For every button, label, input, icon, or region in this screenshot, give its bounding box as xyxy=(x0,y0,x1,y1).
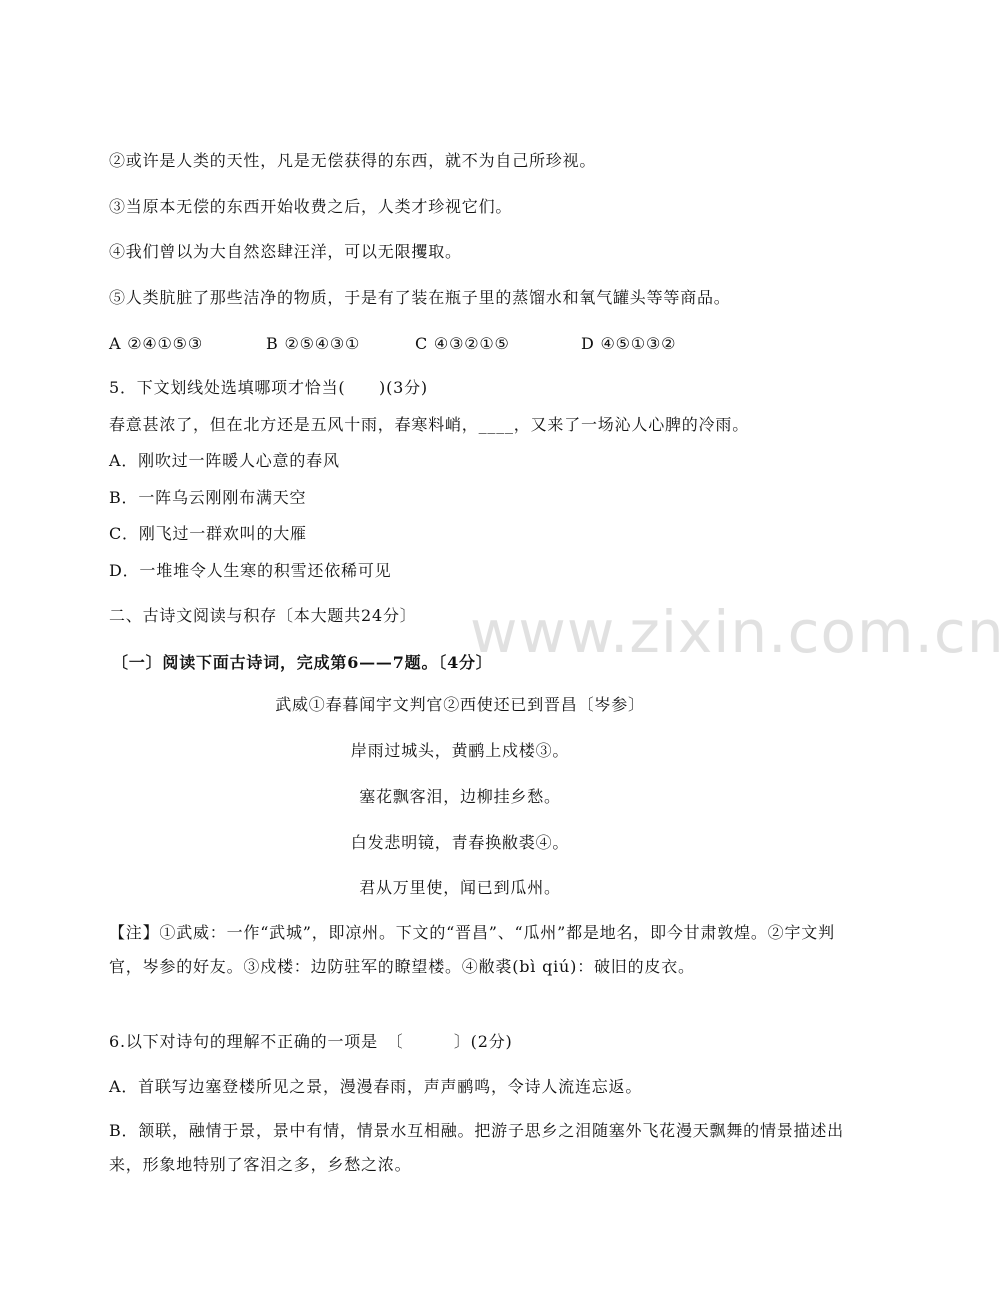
q4-item-5: ⑤人类肮脏了那些洁净的物质，于是有了装在瓶子里的蒸馏水和氧气罐头等等商品。 xyxy=(109,288,731,307)
q4-option-b: B ②⑤④③① xyxy=(266,334,361,353)
watermark: www.zixin.com.cn xyxy=(470,598,1005,666)
poem-line-1: 岸雨过城头，黄鹂上戍楼③。 xyxy=(350,741,570,760)
q6-option-a: A．首联写边塞登楼所见之景，漫漫春雨，声声鹂鸣，令诗人流连忘返。 xyxy=(109,1077,643,1096)
section-heading: 二、古诗文阅读与积存〔本大题共24分〕 xyxy=(109,606,417,625)
q4-option-c: C ④③②①⑤ xyxy=(415,334,510,353)
q4-item-3: ③当原本无偿的东西开始收费之后，人类才珍视它们。 xyxy=(109,197,513,216)
q4-item-4: ④我们曾以为大自然恣肆汪洋，可以无限攫取。 xyxy=(109,242,462,261)
q5-option-b: B．一阵乌云刚刚布满天空 xyxy=(109,488,307,507)
q5-option-d: D．一堆堆令人生寒的积雪还依稀可见 xyxy=(109,561,392,580)
q5-option-c: C．刚飞过一群欢叫的大雁 xyxy=(109,524,307,543)
q4-item-2: ②或许是人类的天性，凡是无偿获得的东西，就不为自己所珍视。 xyxy=(109,151,597,170)
poem-notes: 【注】①武威：一作“武城”，即凉州。下文的“晋昌”、“瓜州”都是地名，即今甘肃敦煌。②宇文判官，岑参的好友。③戍楼：边防驻军的瞭望楼。④敝裘(bì qiú)：破旧的皮衣。 xyxy=(109,923,835,976)
poem-line-3: 白发悲明镜，青春换敝裘④。 xyxy=(350,833,570,852)
q4-option-d: D ④⑤①③② xyxy=(581,334,677,353)
q5-sentence: 春意甚浓了，但在北方还是五风十雨，春寒料峭，____，又来了一场沁人心脾的冷雨。 xyxy=(109,415,750,434)
q6-option-b: B．颔联，融情于景，景中有情，情景水互相融。把游子思乡之泪随塞外飞花漫天飘舞的情景描述出来，形象地特别了客泪之多，乡愁之浓。 xyxy=(109,1121,844,1174)
poem-title: 武威①春暮闻宇文判官②西使还已到晋昌〔岑参〕 xyxy=(275,695,645,714)
section-subheading: 〔一〕阅读下面古诗词，完成第6——7题。〔4分〕 xyxy=(112,653,493,672)
poem-line-4: 君从万里使，闻已到瓜州。 xyxy=(359,878,561,897)
q5-option-a: A．刚吹过一阵暖人心意的春风 xyxy=(109,451,340,470)
q6-stem: 6.以下对诗句的理解不正确的一项是 〔 〕(2分) xyxy=(109,1032,513,1051)
q4-option-a: A ②④①⑤③ xyxy=(109,334,203,353)
q5-stem: 5．下文划线处选填哪项才恰当( )(3分) xyxy=(109,378,428,397)
poem-line-2: 塞花飘客泪，边柳挂乡愁。 xyxy=(359,787,561,806)
